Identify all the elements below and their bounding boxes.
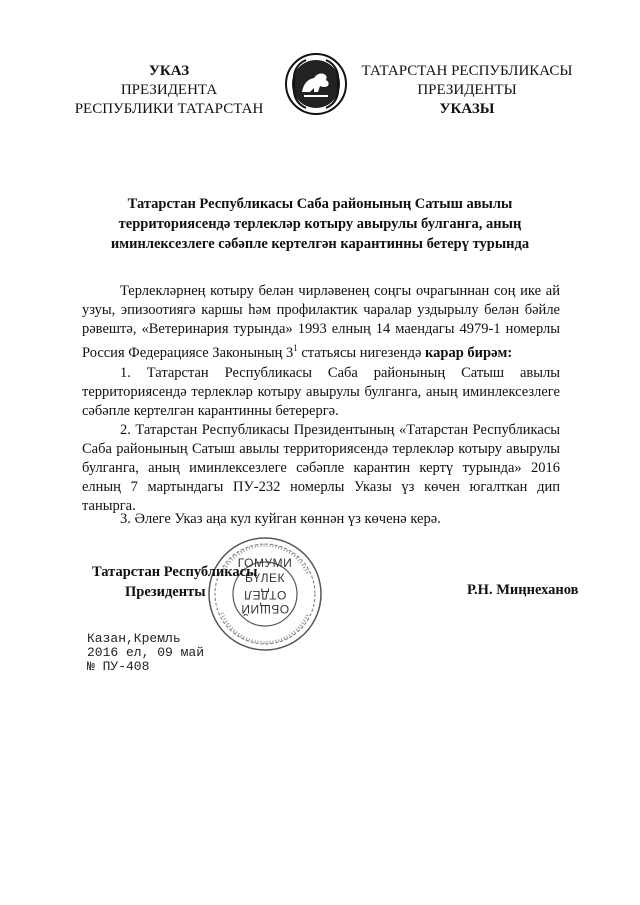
signature-title-line1: Татарстан Республикасы [92,564,258,580]
preamble-paragraph [82,282,560,363]
title-line3: иминлексезлеге сәбәпле кертелгән карантинны бетерү турында [110,236,530,252]
header-right-line2: ПРЕЗИДЕНТЫ [417,82,517,98]
meta-place: Казан,Кремль [87,631,181,646]
signature-name: Р.Н. Миңнеханов [467,582,579,598]
header-left-line2: ПРЕЗИДЕНТА [120,82,218,98]
preamble-superscript: 1 [293,343,298,353]
decree-metadata [87,632,204,674]
item-2-paragraph: 2. Татарстан Республикасы Президентының «Татарстан Республикасы Саба районының Сатыш авылы территориясендә терлекләр котыру авырулы булганга, аның иминлексезлеге сәбәпле карантин кертү турында» 2016 елның 7 мартындагы ПУ-232 номерлы Указы үз көчен югалткан дип танырга. [82,422,560,514]
stamp-line3: ОТДЕЛ [243,588,287,602]
title-line1: Татарстан Республикасы Саба районының Сатыш авылы [127,196,513,212]
meta-number: № ПУ-408 [87,659,150,674]
header-right-line3: УКАЗЫ [439,101,495,117]
header-right-block [358,62,576,119]
header-right-line1: ТАТАРСТАН РЕСПУБЛИКАСЫ [361,63,573,79]
coat-of-arms-emblem-icon [284,52,348,116]
signature-title-line2: Президенты [125,584,206,600]
item-1-paragraph: 1. Татарстан Республикасы Саба районының Сатыш авылы территориясендә терлекләр котыру авырулы булганга, аның иминлексезлеге сәбәпле кертелгән карантинны бетерергә. [82,365,560,419]
header-left-line1: УКАЗ [148,63,190,79]
stamp-line4: ОБЩИЙ [240,602,290,616]
decree-title [80,194,560,254]
preamble-emphasis: карар бирәм: [425,345,513,361]
item-3-paragraph: 3. Әлеге Указ аңа кул куйган көннән үз көченә керә. [120,511,441,527]
header-left-block [62,62,276,119]
preamble-text-after: статьясы нигезендә [297,345,426,361]
stamp-line1: ГОМУМИ [237,556,293,570]
header-left-line3: РЕСПУБЛИКИ ТАТАРСТАН [74,101,264,117]
preamble-text: Терлекләрнең котыру белән чирләвенең соңгы очрагыннан соң ике ай узуы, эпизоотиягә каршы һәм профилактик чаралар уздырылу белән бәйле рәвештә, «Ветеринария турында» 1993 елның 14 маендагы 4979-1 номерлы Россия Федерациясе Законының 3 [82,283,560,361]
stamp-line2: БҮЛЕК [245,571,285,585]
signature-title [92,562,257,602]
meta-date: 2016 ел, 09 май [87,645,205,660]
title-line2: территориясендә терлекләр котыру авырулы булганга, аның [118,216,522,232]
